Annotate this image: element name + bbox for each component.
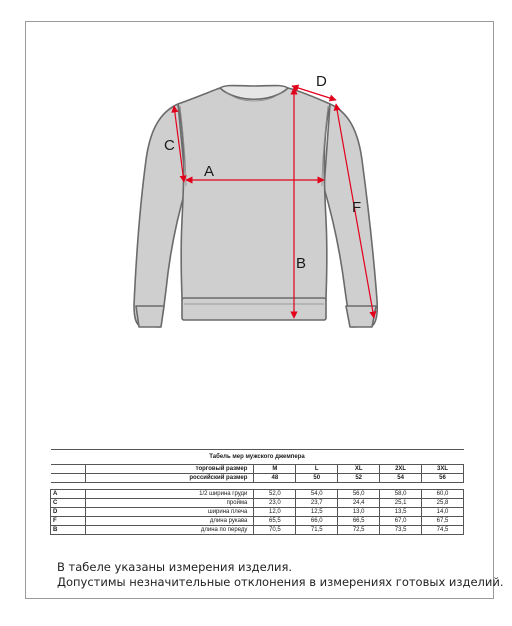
row-value: 13,0 [338,508,380,517]
note-line-2: Допустимы незначительные отклонения в измерениях готовых изделий. [57,575,504,589]
size-cell: 2XL [380,465,422,474]
row-value: 12,5 [296,508,338,517]
table-row [51,508,464,517]
torso [178,88,330,300]
label-d: D [316,73,327,90]
size-cell: L [296,465,338,474]
row-code: B [51,526,86,535]
row-label: длина рукава [86,517,254,526]
row-code: F [51,517,86,526]
row-code: D [51,508,86,517]
row-value: 14,0 [422,508,464,517]
row-value: 72,5 [338,526,380,535]
label-b: B [296,255,307,272]
label-f: F [352,199,362,216]
row-value: 71,5 [296,526,338,535]
row-label: ширина плеча [86,508,254,517]
row-value: 54,0 [296,490,338,499]
row-value: 73,5 [380,526,422,535]
row-value: 67,0 [380,517,422,526]
table-header-russian [51,474,464,483]
size-table [50,449,464,535]
row-value: 23,0 [254,499,296,508]
label-a: A [204,163,215,180]
row-value: 60,0 [422,490,464,499]
russian-size-cell: 54 [380,474,422,483]
left-cuff [136,306,164,327]
sweater-illustration [134,86,377,328]
russian-size-cell: 50 [296,474,338,483]
row-label: пройма [86,499,254,508]
row-value: 66,0 [296,517,338,526]
note-line-1: В табеле указаны измерения изделия. [57,560,293,574]
row-label: 1/2 ширина груди [86,490,254,499]
row-value: 24,4 [338,499,380,508]
row-value: 25,1 [380,499,422,508]
row-value: 65,5 [254,517,296,526]
table-row [51,499,464,508]
row-value: 66,5 [338,517,380,526]
waistband [182,298,326,320]
table-row [51,490,464,499]
russian-size-cell: 52 [338,474,380,483]
table-header-trade [51,465,464,474]
row-label: длина по переду [86,526,254,535]
table-row [51,526,464,535]
table-row [51,517,464,526]
row-value: 52,0 [254,490,296,499]
russian-size-cell: 56 [422,474,464,483]
row-value: 70,5 [254,526,296,535]
table-title: Табель мер мужского джемпера [51,450,464,465]
size-cell: M [254,465,296,474]
row-value: 67,5 [422,517,464,526]
row-value: 12,0 [254,508,296,517]
size-cell: 3XL [422,465,464,474]
row-code: C [51,499,86,508]
row-value: 74,5 [422,526,464,535]
right-cuff [346,306,376,327]
notes [57,560,503,590]
label-c: C [164,137,175,154]
header-russian-label: российский размер [86,474,254,483]
header-trade-label: торговый размер [86,465,254,474]
size-cell: XL [338,465,380,474]
row-value: 23,7 [296,499,338,508]
row-value: 58,0 [380,490,422,499]
row-code: A [51,490,86,499]
row-value: 56,0 [338,490,380,499]
row-value: 25,8 [422,499,464,508]
russian-size-cell: 48 [254,474,296,483]
row-value: 13,5 [380,508,422,517]
